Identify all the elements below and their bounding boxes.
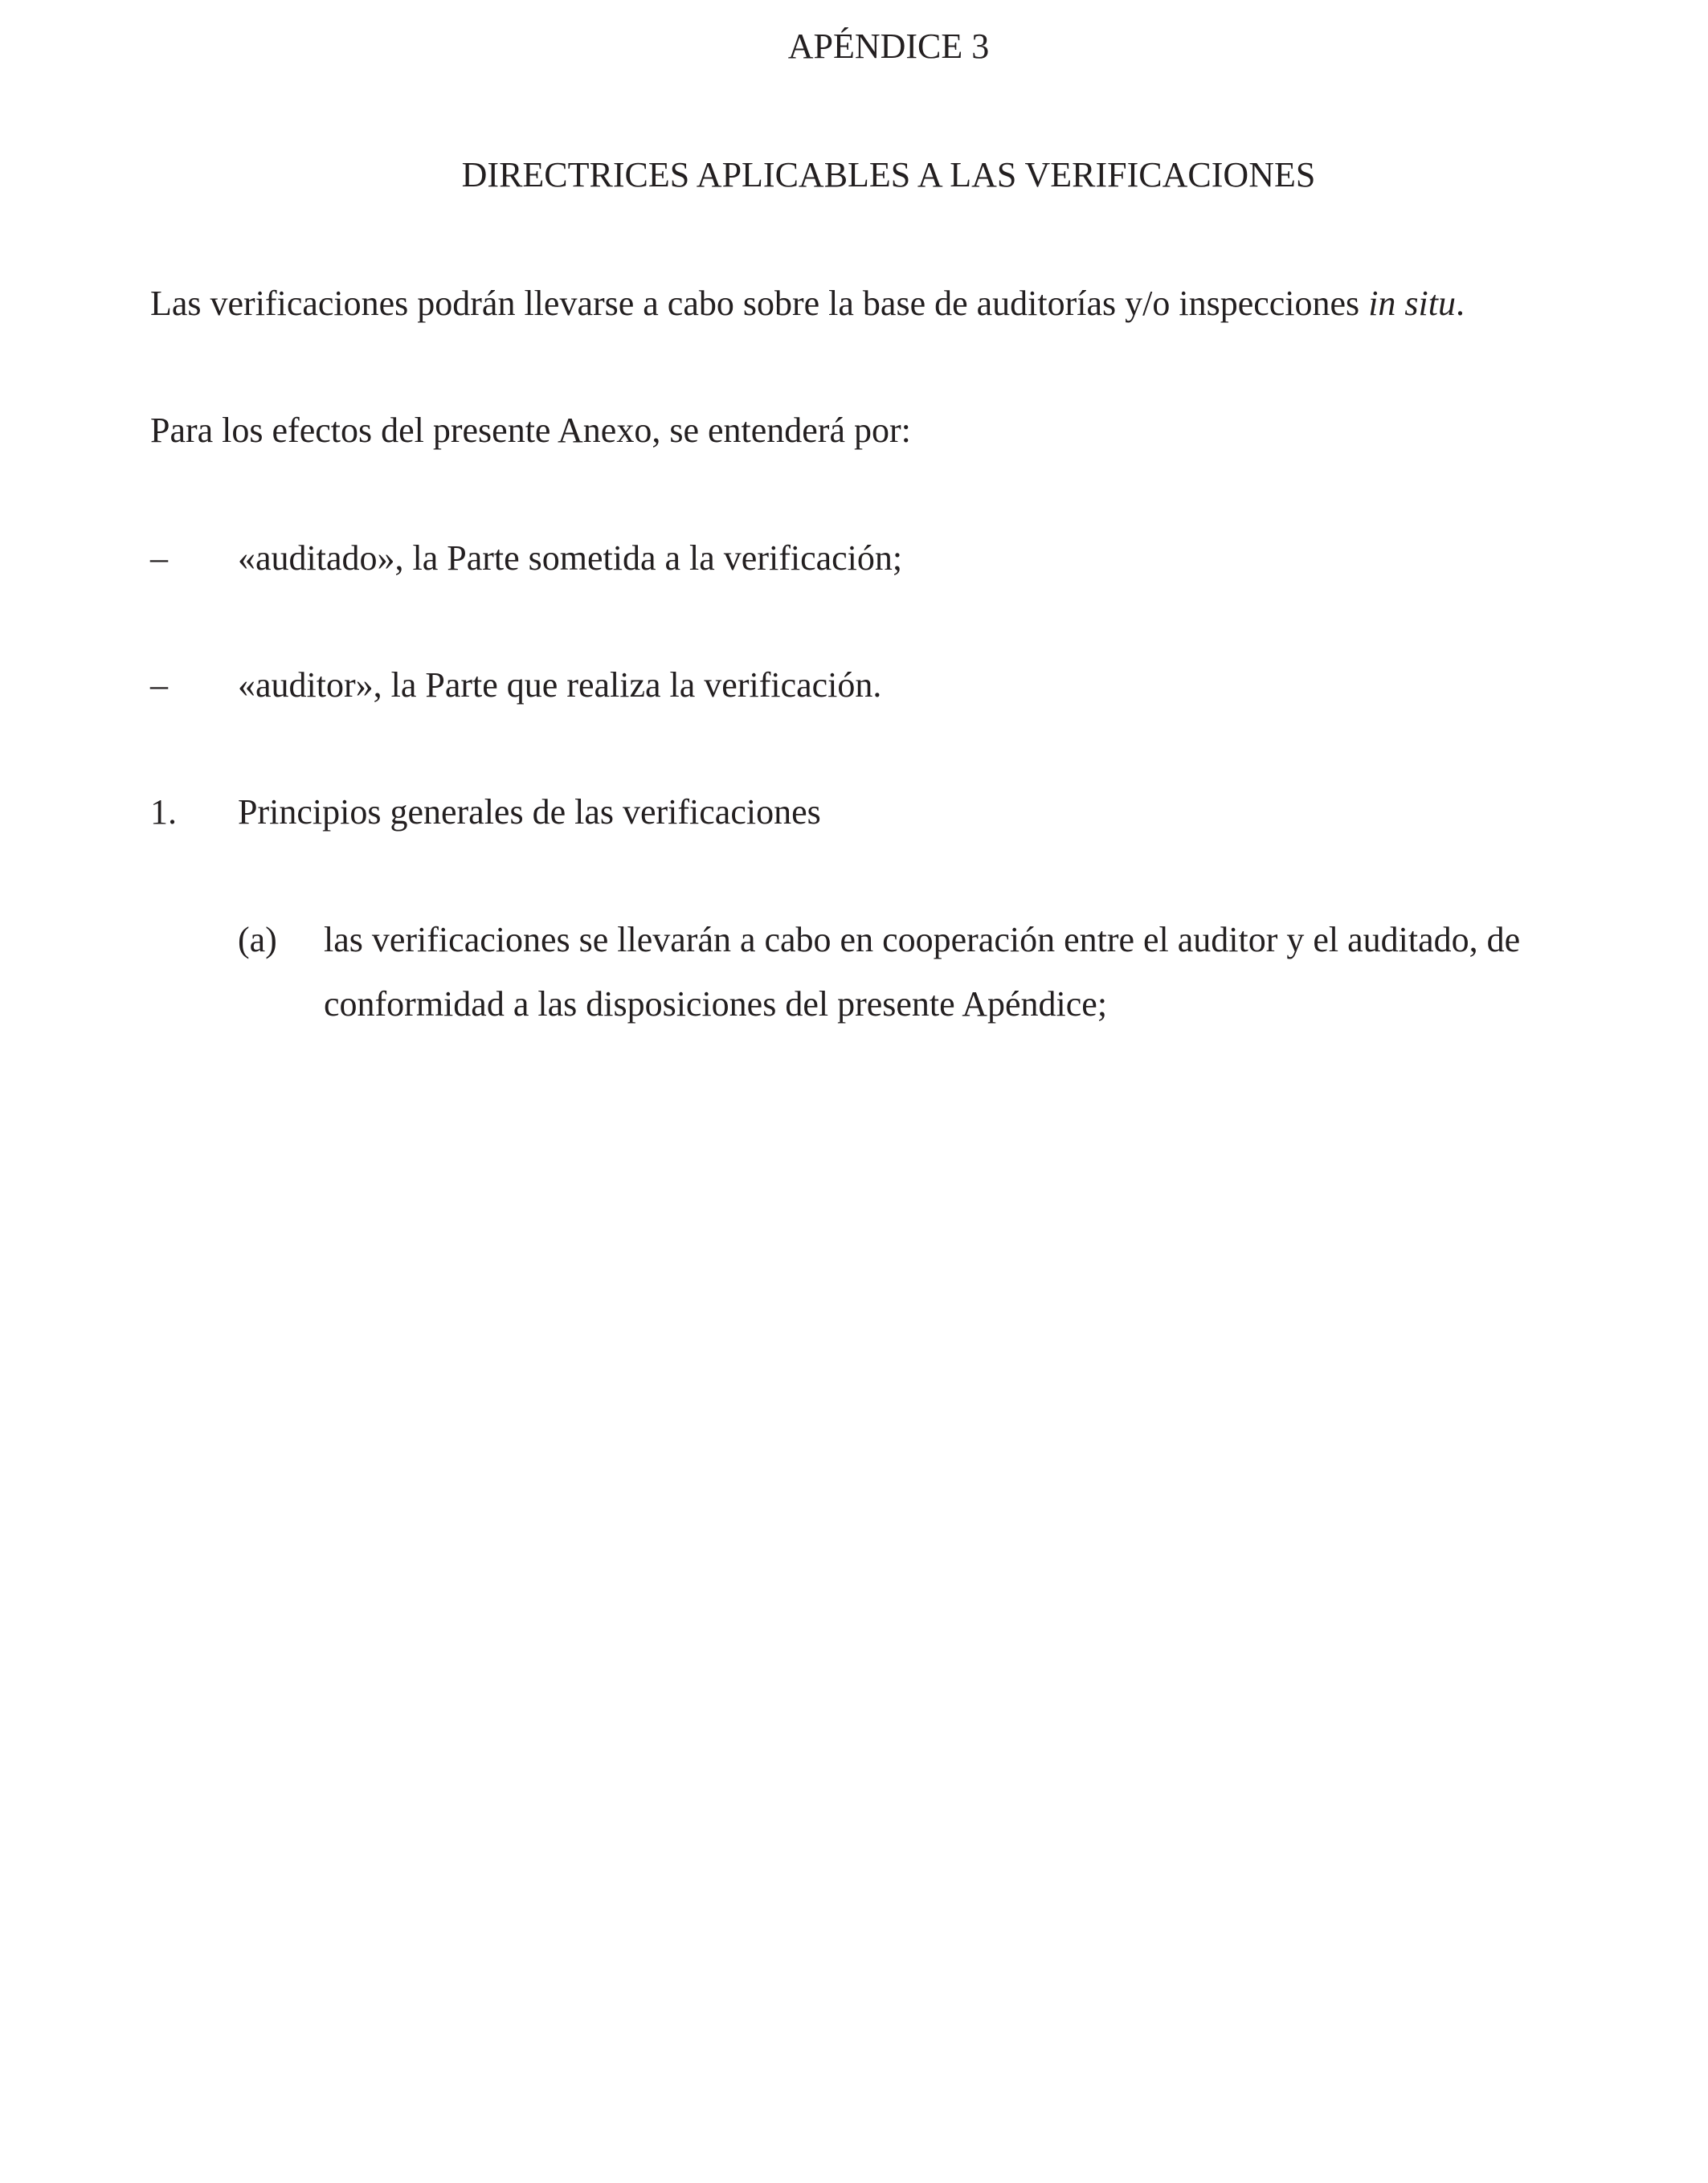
- definitions-intro: Para los efectos del presente Anexo, se entenderá por:: [150, 411, 911, 450]
- section-1-title: Principios generales de las verificaciones: [238, 792, 821, 832]
- intro-text: Las verificaciones podrán llevarse a cabo sobre la base de auditorías y/o inspecciones: [150, 284, 1369, 323]
- intro-end-punctuation: .: [1455, 284, 1465, 323]
- definition-marker: –: [150, 665, 168, 705]
- definition-auditor: «auditor», la Parte que realiza la verificación.: [238, 665, 882, 705]
- appendix-heading: APÉNDICE 3: [787, 27, 990, 66]
- definition-marker: –: [150, 538, 168, 578]
- item-a-text: las verificaciones se llevarán a cabo en cooperación entre el auditor y el auditado, de conformidad a las disposiciones del presente Apéndice;: [324, 920, 1521, 1024]
- item-a-marker: (a): [238, 920, 277, 959]
- section-heading: DIRECTRICES APLICABLES A LAS VERIFICACIONES: [461, 155, 1316, 194]
- section-1-number: 1.: [150, 792, 177, 832]
- definition-auditado: «auditado», la Parte sometida a la verificación;: [238, 538, 903, 578]
- intro-paragraph: [150, 272, 1465, 336]
- intro-italic-term: in situ: [1368, 284, 1456, 323]
